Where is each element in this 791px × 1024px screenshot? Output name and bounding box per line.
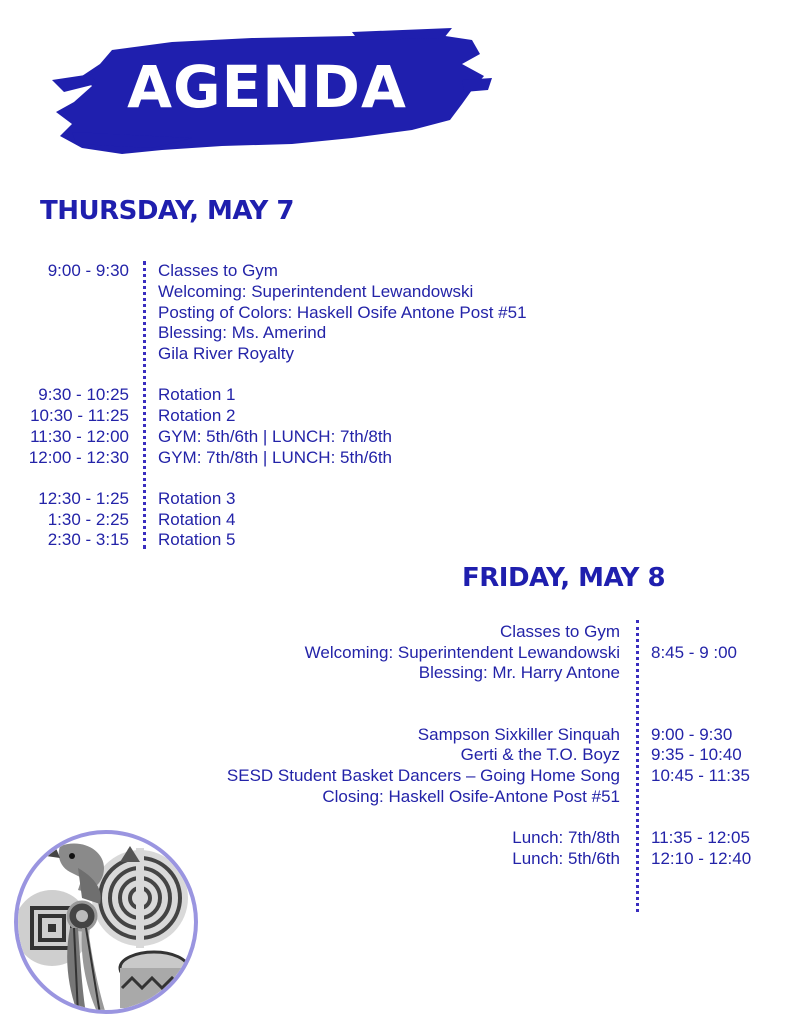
friday-event: Blessing: Mr. Harry Antone [418,663,620,682]
thursday-time: 11:30 - 12:00 [30,427,129,446]
friday-event: Welcoming: Superintendent Lewandowski [304,643,620,662]
thursday-heading: THURSDAY, MAY 7 [40,196,294,226]
thursday-event: Gila River Royalty [158,344,295,363]
friday-timeline-divider [636,620,639,912]
thursday-event: Rotation 1 [158,385,236,404]
friday-time: 12:10 - 12:40 [651,849,752,868]
thursday-time: 9:00 - 9:30 [47,261,129,280]
friday-time: 8:45 - 9 :00 [651,643,738,662]
thursday-time: 10:30 - 11:25 [30,406,129,425]
thursday-event: Rotation 4 [158,510,236,529]
thursday-time: 1:30 - 2:25 [47,510,129,529]
thursday-event: Posting of Colors: Haskell Osife Antone Post #51 [158,303,527,322]
friday-time: 9:00 - 9:30 [651,725,733,744]
emblem-illustration-icon [12,828,200,1016]
friday-event: Lunch: 7th/8th [512,828,620,847]
thursday-event: GYM: 5th/6th | LUNCH: 7th/8th [158,427,393,446]
thursday-event: Welcoming: Superintendent Lewandowski [158,282,474,301]
friday-event: Sampson Sixkiller Sinquah [417,725,620,744]
thursday-time: 12:30 - 1:25 [38,489,129,508]
friday-event: Lunch: 5th/6th [512,849,620,868]
thursday-event: Classes to Gym [158,261,278,280]
friday-event: Classes to Gym [500,622,620,641]
thursday-event: Rotation 5 [158,530,236,549]
thursday-timeline-divider [143,261,146,549]
friday-time: 11:35 - 12:05 [651,828,750,847]
friday-heading: FRIDAY, MAY 8 [462,563,666,593]
friday-event: SESD Student Basket Dancers – Going Home Song [226,766,620,785]
page-title: AGENDA [127,53,407,121]
friday-event: Gerti & the T.O. Boyz [460,745,620,764]
thursday-time: 12:00 - 12:30 [28,448,129,467]
thursday-event: GYM: 7th/8th | LUNCH: 5th/6th [158,448,393,467]
thursday-event: Rotation 3 [158,489,236,508]
thursday-time: 9:30 - 10:25 [38,385,129,404]
friday-time: 9:35 - 10:40 [651,745,742,764]
friday-time: 10:45 - 11:35 [651,766,750,785]
friday-event: Closing: Haskell Osife-Antone Post #51 [322,787,620,806]
thursday-time: 2:30 - 3:15 [47,530,129,549]
thursday-event: Blessing: Ms. Amerind [158,323,327,342]
thursday-event: Rotation 2 [158,406,236,425]
